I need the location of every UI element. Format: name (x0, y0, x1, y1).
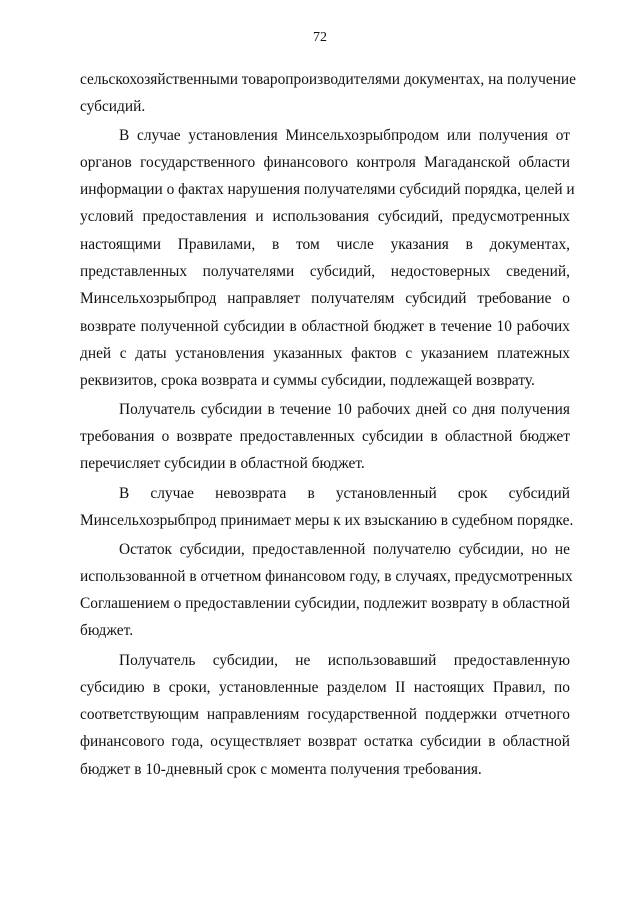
text-line: Получатель субсидии в течение 10 рабочих дней со дня получения (119, 401, 570, 418)
text-line: сельскохозяйственными товаропроизводителями документах, на получение (80, 71, 576, 88)
text-line: субсидию в сроки, установленные разделом II настоящих Правил, по (80, 679, 570, 696)
text-line: Минсельхозрыбпрод направляет получателям субсидий требование о (80, 290, 570, 307)
text-line: условий предоставления и использования субсидий, предусмотренных (80, 208, 570, 225)
text-line: финансового года, осуществляет возврат остатка субсидии в областной (80, 733, 570, 750)
text-line: дней с даты установления указанных фактов с указанием платежных (80, 345, 570, 362)
text-line: соответствующим направлениям государственной поддержки отчетного (80, 706, 570, 723)
text-line: органов государственного финансового контроля Магаданской области (80, 154, 570, 171)
text-line: В случае установления Минсельхозрыбпродом или получения от (119, 127, 570, 144)
text-line: информации о фактах нарушения получателями субсидий порядка, целей и (80, 181, 575, 198)
text-line: реквизитов, срока возврата и суммы субсидии, подлежащей возврату. (80, 372, 535, 389)
text-line: представленных получателями субсидий, недостоверных сведений, (80, 263, 570, 280)
text-line: перечисляет субсидии в областной бюджет. (80, 455, 365, 472)
text-line: В случае невозврата в установленный срок субсидий (119, 485, 570, 502)
text-line: возврате полученной субсидии в областной бюджет в течение 10 рабочих (80, 318, 570, 335)
text-line: Получатель субсидии, не использовавший предоставленную (119, 652, 570, 669)
text-line: Соглашением о предоставлении субсидии, подлежит возврату в областной (80, 595, 570, 612)
text-line: субсидий. (80, 98, 146, 115)
text-line: требования о возврате предоставленных субсидии в областной бюджет (80, 428, 570, 445)
text-line: использованной в отчетном финансовом году, в случаях, предусмотренных (80, 568, 573, 585)
text-line: Минсельхозрыбпрод принимает меры к их взысканию в судебном порядке. (80, 512, 574, 529)
text-line: настоящими Правилами, в том числе указания в документах, (80, 236, 570, 253)
page-number: 72 (313, 30, 327, 45)
text-line: Остаток субсидии, предоставленной получателю субсидии, но не (119, 541, 570, 558)
text-line: бюджет. (80, 622, 134, 639)
text-line: бюджет в 10-дневный срок с момента получения требования. (80, 761, 482, 778)
